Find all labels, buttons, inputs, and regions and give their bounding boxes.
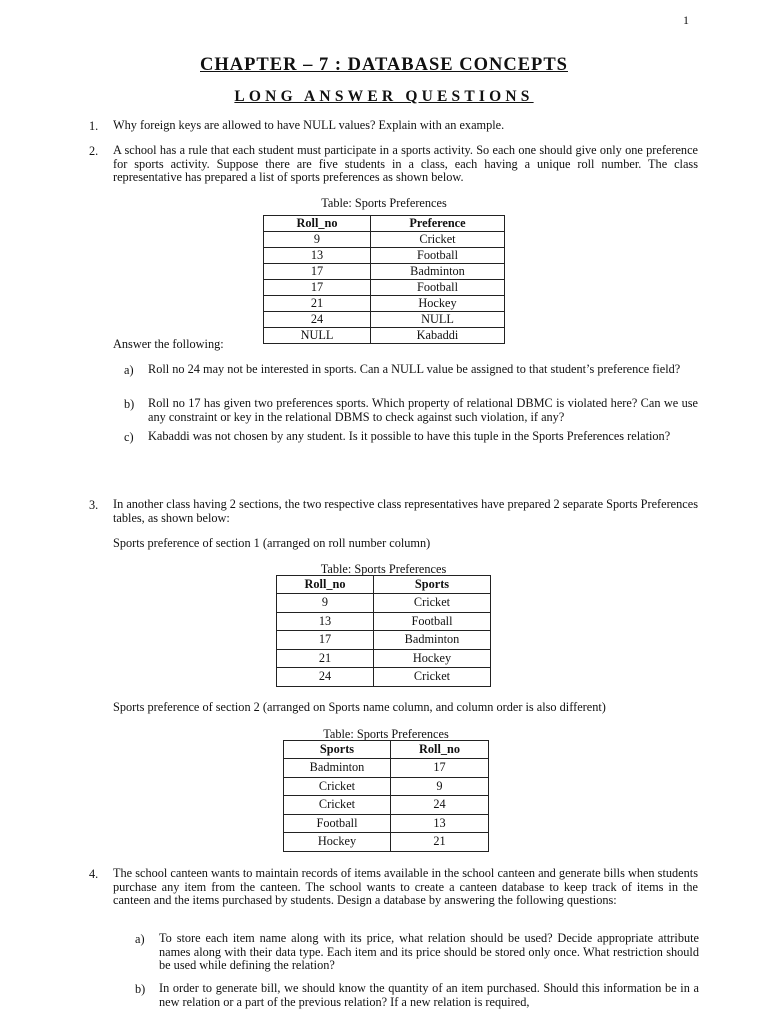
table-row xyxy=(264,248,505,264)
page-number: 1 xyxy=(683,13,689,27)
table-cell: Football xyxy=(371,248,505,264)
table-cell: Badminton xyxy=(371,264,505,280)
section-subtitle xyxy=(0,88,768,106)
table-header-cell: Preference xyxy=(371,216,505,232)
table-row xyxy=(264,296,505,312)
table-cell: 24 xyxy=(277,668,374,687)
table-cell: 17 xyxy=(277,631,374,650)
table-cell: Hockey xyxy=(284,833,391,852)
table-row xyxy=(264,280,505,296)
table-body xyxy=(277,594,491,687)
table-cell: 13 xyxy=(277,612,374,631)
q4-part-a-text: To store each item name along with its price, what relation should be used? Decide appropriate attribute names along with their data type. Each item and its price should be stored only once. What restriction should be used while defining the relation? xyxy=(159,931,699,972)
table-cell: Cricket xyxy=(284,796,391,815)
table-cell: 13 xyxy=(264,248,371,264)
q4-number: 4. xyxy=(89,867,99,881)
table-cell: Badminton xyxy=(374,631,491,650)
q1-number: 1. xyxy=(89,119,99,133)
table-row xyxy=(284,777,489,796)
q3-section1-table xyxy=(276,575,491,687)
table-cell: Hockey xyxy=(371,296,505,312)
table-row xyxy=(284,759,489,778)
table-row xyxy=(277,594,491,613)
table-body xyxy=(284,759,489,852)
q2-part-a-text: Roll no 24 may not be interested in sports. Can a NULL value be assigned to that student’s preference field? xyxy=(148,362,681,376)
q2-answer-label: Answer the following: xyxy=(113,337,224,351)
chapter-title xyxy=(0,55,768,76)
q3-section2-label: Sports preference of section 2 (arranged on Sports name column, and column order is also different) xyxy=(113,700,606,714)
table-row xyxy=(277,612,491,631)
q3-section2-table xyxy=(283,740,489,852)
table-row xyxy=(264,264,505,280)
table-cell: Football xyxy=(371,280,505,296)
q2-number: 2. xyxy=(89,144,99,158)
table-body xyxy=(264,232,505,344)
q3-table1-caption: Table: Sports Preferences xyxy=(320,562,447,576)
table-header-cell: Sports xyxy=(374,576,491,594)
table-row xyxy=(284,796,489,815)
table-header-row xyxy=(277,576,491,594)
section-subtitle-text: LONG ANSWER QUESTIONS xyxy=(234,88,534,105)
table-cell: Cricket xyxy=(374,594,491,613)
q3-section1-label: Sports preference of section 1 (arranged on roll number column) xyxy=(113,536,431,550)
table-cell: Badminton xyxy=(284,759,391,778)
q2-part-a-label: a) xyxy=(124,363,134,377)
table-header-cell: Roll_no xyxy=(264,216,371,232)
table-row xyxy=(277,668,491,687)
table-cell: 13 xyxy=(391,814,489,833)
table-cell: 21 xyxy=(391,833,489,852)
q2-part-c-text: Kabaddi was not chosen by any student. Is it possible to have this tuple in the Sports Preferences relation? xyxy=(148,429,671,443)
q2-part-b-text: Roll no 17 has given two preferences sports. Which property of relational DBMC is violated here? Can we use any constraint or key in the relational DBMS to check against such violation, if any? xyxy=(148,396,698,424)
q4-part-b-label: b) xyxy=(135,982,146,996)
table-cell: Cricket xyxy=(374,668,491,687)
q1-text: Why foreign keys are allowed to have NULL values? Explain with an example. xyxy=(113,118,505,132)
table-row xyxy=(264,328,505,344)
table-row xyxy=(284,814,489,833)
table-cell: 17 xyxy=(391,759,489,778)
table-cell: 24 xyxy=(391,796,489,815)
table-cell: 17 xyxy=(264,264,371,280)
q2-part-c-label: c) xyxy=(124,430,134,444)
q4-text: The school canteen wants to maintain records of items available in the school canteen and generate bills when students purchase any item from the canteen. The school wants to create a canteen database to keep track of items in the canteen and the items purchased by students. Design a database by answering the following questions: xyxy=(113,866,698,907)
table-cell: Kabaddi xyxy=(371,328,505,344)
q2-part-b-label: b) xyxy=(124,397,135,411)
table-cell: NULL xyxy=(371,312,505,328)
table-cell: 17 xyxy=(264,280,371,296)
table-cell: Football xyxy=(374,612,491,631)
table-cell: Hockey xyxy=(374,649,491,668)
table-cell: Cricket xyxy=(284,777,391,796)
table-header-row xyxy=(284,741,489,759)
table-header-row xyxy=(264,216,505,232)
table-row xyxy=(264,312,505,328)
q2-text: A school has a rule that each student must participate in a sports activity. So each one should give only one preference for sports activity. Suppose there are five students in a class, each having a unique roll number. The class representative has prepared a list of sports preferences as shown below. xyxy=(113,143,698,184)
q4-part-b-text: In order to generate bill, we should know the quantity of an item purchased. Should this information be in a new relation or a part of the previous relation? If a new relation is required, xyxy=(159,981,699,1009)
table-header-cell: Sports xyxy=(284,741,391,759)
table-row xyxy=(277,631,491,650)
q3-number: 3. xyxy=(89,498,99,512)
table-cell: 9 xyxy=(391,777,489,796)
q3-table2-caption: Table: Sports Preferences xyxy=(323,727,449,741)
table-row xyxy=(264,232,505,248)
q3-text: In another class having 2 sections, the two respective class representatives have prepared 2 separate Sports Preferences tables, as shown below: xyxy=(113,497,698,525)
table-row xyxy=(277,649,491,668)
table-row xyxy=(284,833,489,852)
table-cell: Football xyxy=(284,814,391,833)
table-cell: 21 xyxy=(277,649,374,668)
table-header-cell: Roll_no xyxy=(277,576,374,594)
q4-part-a-label: a) xyxy=(135,932,145,946)
table-cell: 24 xyxy=(264,312,371,328)
table-cell: 21 xyxy=(264,296,371,312)
table-cell: 9 xyxy=(264,232,371,248)
q2-table-caption: Table: Sports Preferences xyxy=(321,196,447,210)
q2-sports-table xyxy=(263,215,505,344)
table-cell: Cricket xyxy=(371,232,505,248)
chapter-title-text: CHAPTER – 7 : DATABASE CONCEPTS xyxy=(200,55,568,75)
table-cell: NULL xyxy=(264,328,371,344)
table-header-cell: Roll_no xyxy=(391,741,489,759)
table-cell: 9 xyxy=(277,594,374,613)
